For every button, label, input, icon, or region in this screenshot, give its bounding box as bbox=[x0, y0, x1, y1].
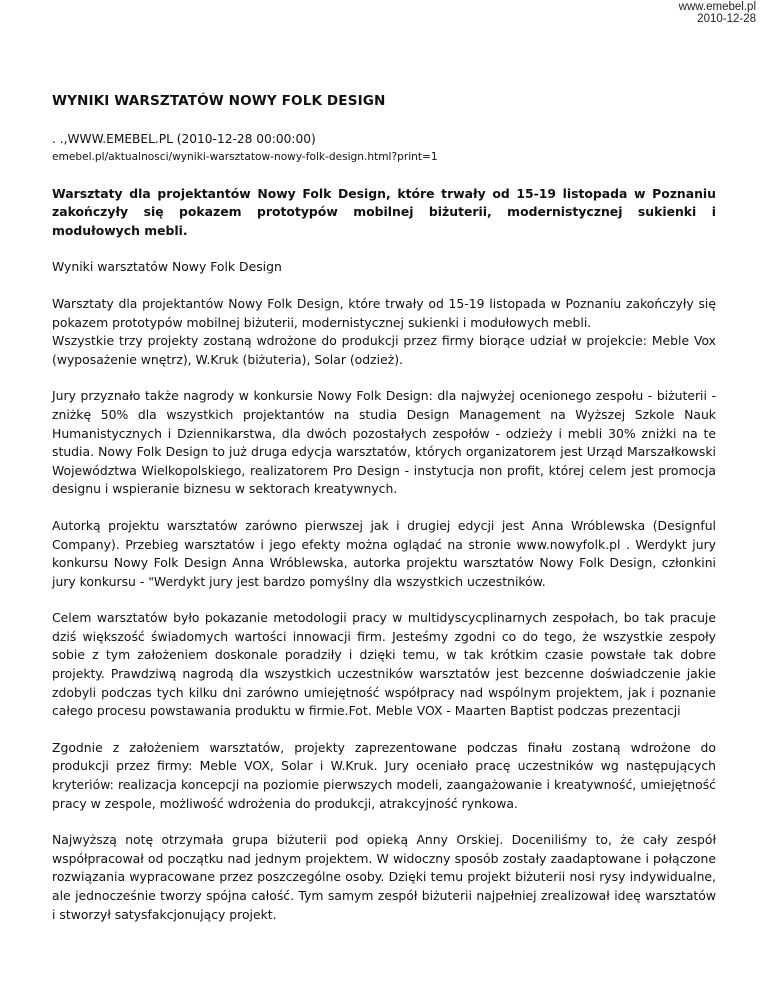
paragraph-5: Zgodnie z założeniem warsztatów, projekty zaprezentowane podczas finału zostaną wdrożone do produkcji przez firmy: Meble VOX, Solar i W.Kruk. Jury oceniało pracę uczestników wg następujących kryteriów: realizacja koncepcji na poziomie pierwszych modeli, zaangażowanie i kreatywność, umiejętność pracy w zespole, możliwość wdrożenia do produkcji, atrakcyjność rynkowa. bbox=[52, 739, 716, 811]
paragraph-3: Autorką projektu warsztatów zarówno pierwszej jak i drugiej edycji jest Anna Wróblewska (Designful Company). Przebieg warsztatów i jego efekty można oglądać na stronie www.nowyfolk.pl . Werdykt jury konkursu Nowy Folk Design Anna Wróblewska, autorka projektu warsztatów Nowy Folk Design, członkini jury konkursu - "Werdykt jury jest bardzo pomyślny dla wszystkich uczestników. bbox=[52, 517, 716, 589]
article-title: WYNIKI WARSZTATÓW NOWY FOLK DESIGN bbox=[52, 93, 386, 109]
article bbox=[52, 92, 716, 942]
article-source: . .,WWW.EMEBEL.PL (2010-12-28 00:00:00) bbox=[52, 131, 316, 146]
article-subtitle: Wyniki warsztatów Nowy Folk Design bbox=[52, 259, 282, 275]
article-lead: Warsztaty dla projektantów Nowy Folk Design, które trwały od 15-19 listopada w Poznaniu zakończyły się pokazem prototypów mobilnej biżuterii, modernistycznej sukienki i modułowych mebli. bbox=[52, 185, 716, 238]
paragraph-1 bbox=[52, 295, 716, 369]
paragraph-2: Jury przyznało także nagrody w konkursie Nowy Folk Design: dla najwyżej ocenionego zespołu - biżuterii - zniżkę 50% dla wszystkich projektantów na studia Design Management na Wyższej Szkole Nauk Humanistycznych i Dziennikarstwa, dla dwóch pozostałych zespołów - odzieży i mebli 30% zniżki na te studia. Nowy Folk Design to już druga edycja warsztatów, których organizatorem jest Urząd Marszałkowski Województwa Wielkopolskiego, realizatorem Pro Design - instytucja non profit, której celem jest promocja designu i wspieranie biznesu w sektorach kreatywnych. bbox=[52, 388, 716, 497]
print-header bbox=[679, 1, 756, 25]
paragraph-1-b: Wszystkie trzy projekty zostaną wdrożone do produkcji przez firmy biorące udział w projekcie: Meble Vox (wyposażenie wnętrz), W.Kruk (biżuteria), Solar (odzież). bbox=[52, 333, 716, 367]
paragraph-4: Celem warsztatów było pokazanie metodologii pracy w multidyscycplinarnych zespołach, bo tak pracuje dziś większość świadomych wartości innowacji firm. Jesteśmy zgodni co do tego, że wszystkie zespoły sobie z tym założeniem doskonale poradziły i dzięki temu, w tak krótkim czasie powstałe tak dobre projekty. Prawdziwą nagrodą dla wszystkich uczestników warsztatów jest bezcenne doświadczenie jakie zdobyli podczas tych kilku dni zarówno umiejętność współpracy nad wspólnym projektem, jak i poznanie całego procesu powstawania produktu w firmie.Fot. Meble VOX - Maarten Baptist podczas prezentacji bbox=[52, 610, 716, 719]
paragraph-6: Najwyższą notę otrzymała grupa biżuterii pod opieką Anny Orskiej. Doceniliśmy to, że cały zespół współpracował od początku nad jednym projektem. W widoczny sposób zostały zaadaptowane i połączone rozwiązania wypracowane przez poszczególne osoby. Dzięki temu projekt biżuterii nosi rysy indywidualne, ale jednocześnie tworzy spójna całość. Tym samym zespół biżuterii najpełniej zrealizował ideę warsztatów i stworzył satysfakcjonujący projekt. bbox=[52, 832, 716, 922]
print-date: 2010-12-28 bbox=[697, 13, 756, 25]
article-url[interactable]: emebel.pl/aktualnosci/wyniki-warsztatow-nowy-folk-design.html?print=1 bbox=[52, 150, 438, 163]
paragraph-1-a: Warsztaty dla projektantów Nowy Folk Design, które trwały od 15-19 listopada w Poznaniu zakończyły się pokazem prototypów mobilnej biżuterii, modernistycznej sukienki i modułowych mebli. bbox=[52, 295, 716, 330]
site-name: www.emebel.pl bbox=[678, 1, 756, 13]
